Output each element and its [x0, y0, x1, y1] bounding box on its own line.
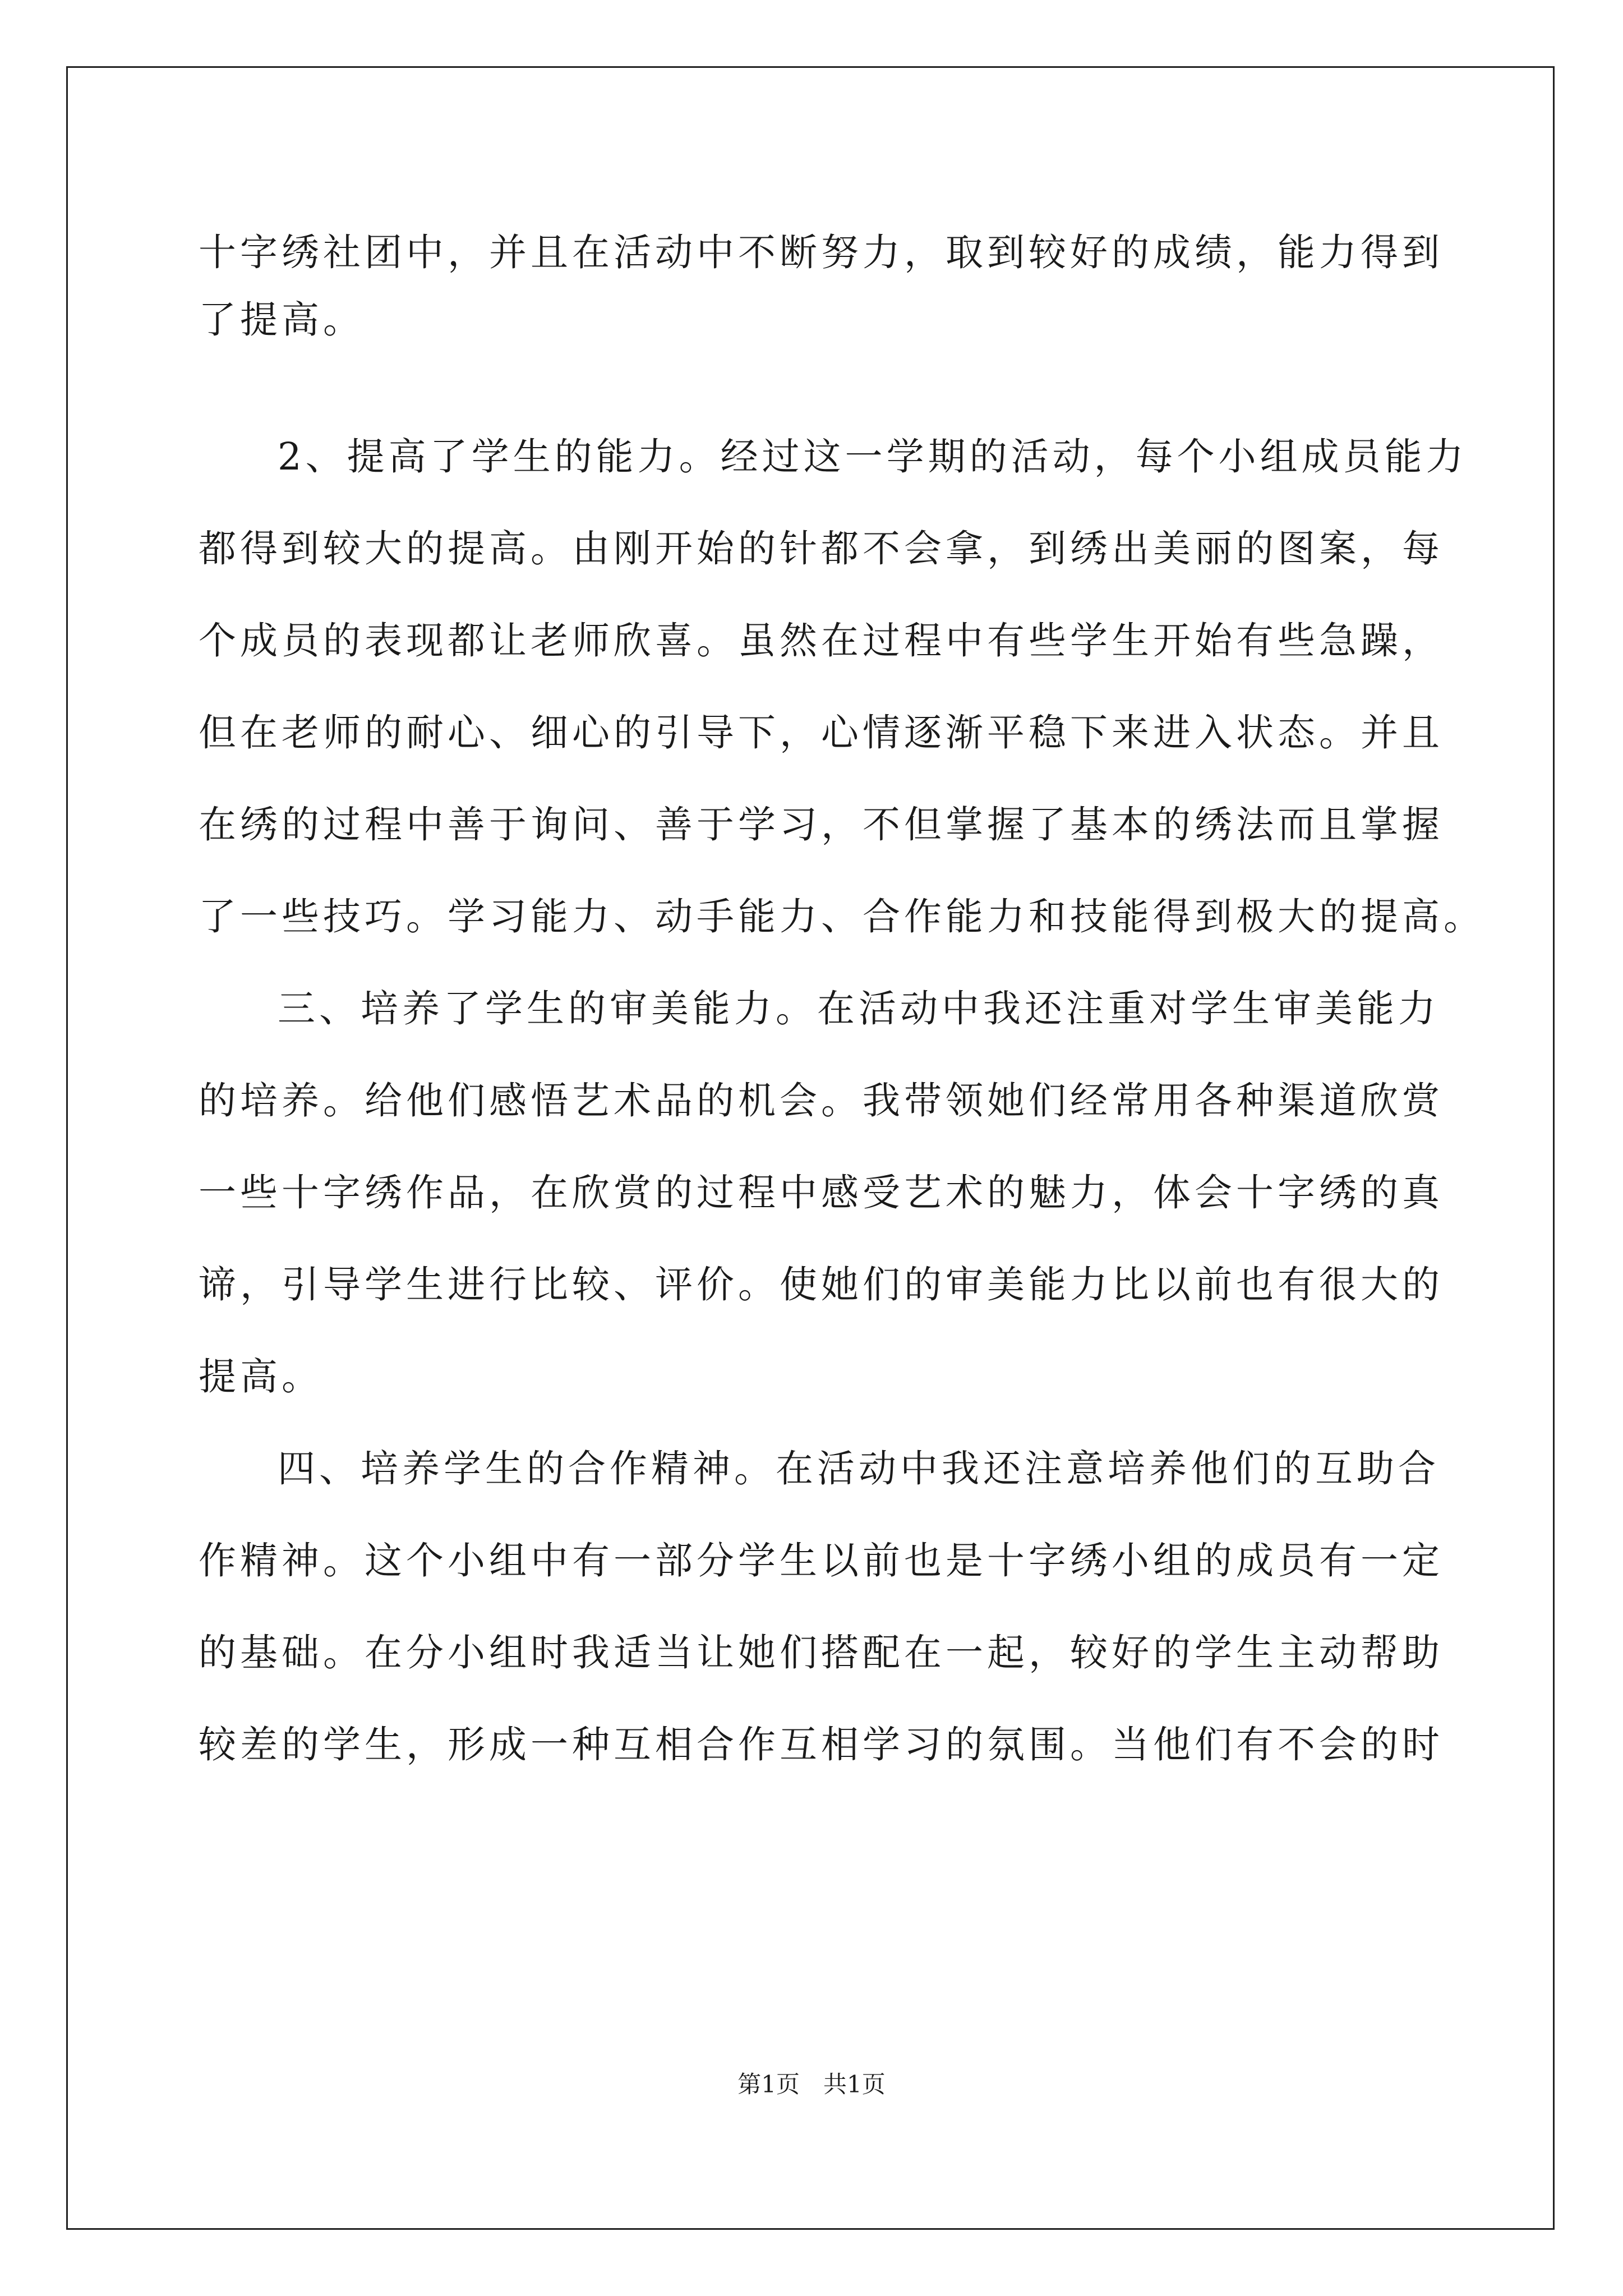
text-line: 提高。 [199, 1355, 323, 1398]
text-line: 十字绣社团中，并且在活动中不断努力，取到较好的成绩，能力得到 [199, 231, 1444, 274]
text-line: 都得到较大的提高。由刚开始的针都不会拿，到绣出美丽的图案，每 [199, 527, 1444, 570]
page-border [66, 66, 1555, 2230]
paragraph-start-line: 四、培养学生的合作精神。在活动中我还注意培养他们的互助合 [278, 1447, 1440, 1490]
text-line: 了提高。 [199, 298, 365, 342]
page-number-footer: 第1页 共1页 [737, 2070, 886, 2098]
text-line: 的培养。给他们感悟艺术品的机会。我带领她们经常用各种渠道欣赏 [199, 1079, 1444, 1122]
text-line: 但在老师的耐心、细心的引导下，心情逐渐平稳下来进入状态。并且 [199, 711, 1444, 754]
text-line: 个成员的表现都让老师欣喜。虽然在过程中有些学生开始有些急躁， [199, 619, 1444, 662]
text-line: 作精神。这个小组中有一部分学生以前也是十字绣小组的成员有一定 [199, 1539, 1444, 1582]
paragraph-start-line: 三、培养了学生的审美能力。在活动中我还注重对学生审美能力 [278, 987, 1440, 1030]
text-line: 了一些技巧。学习能力、动手能力、合作能力和技能得到极大的提高。 [199, 895, 1485, 938]
paragraph-start-line: 2、提高了学生的能力。经过这一学期的活动，每个小组成员能力 [278, 435, 1468, 478]
text-line: 一些十字绣作品，在欣赏的过程中感受艺术的魅力，体会十字绣的真 [199, 1171, 1444, 1214]
text-line: 的基础。在分小组时我适当让她们搭配在一起，较好的学生主动帮助 [199, 1631, 1444, 1674]
text-line: 谛，引导学生进行比较、评价。使她们的审美能力比以前也有很大的 [199, 1263, 1444, 1306]
text-line: 较差的学生，形成一种互相合作互相学习的氛围。当他们有不会的时 [199, 1723, 1444, 1766]
text-line: 在绣的过程中善于询问、善于学习，不但掌握了基本的绣法而且掌握 [199, 803, 1444, 846]
